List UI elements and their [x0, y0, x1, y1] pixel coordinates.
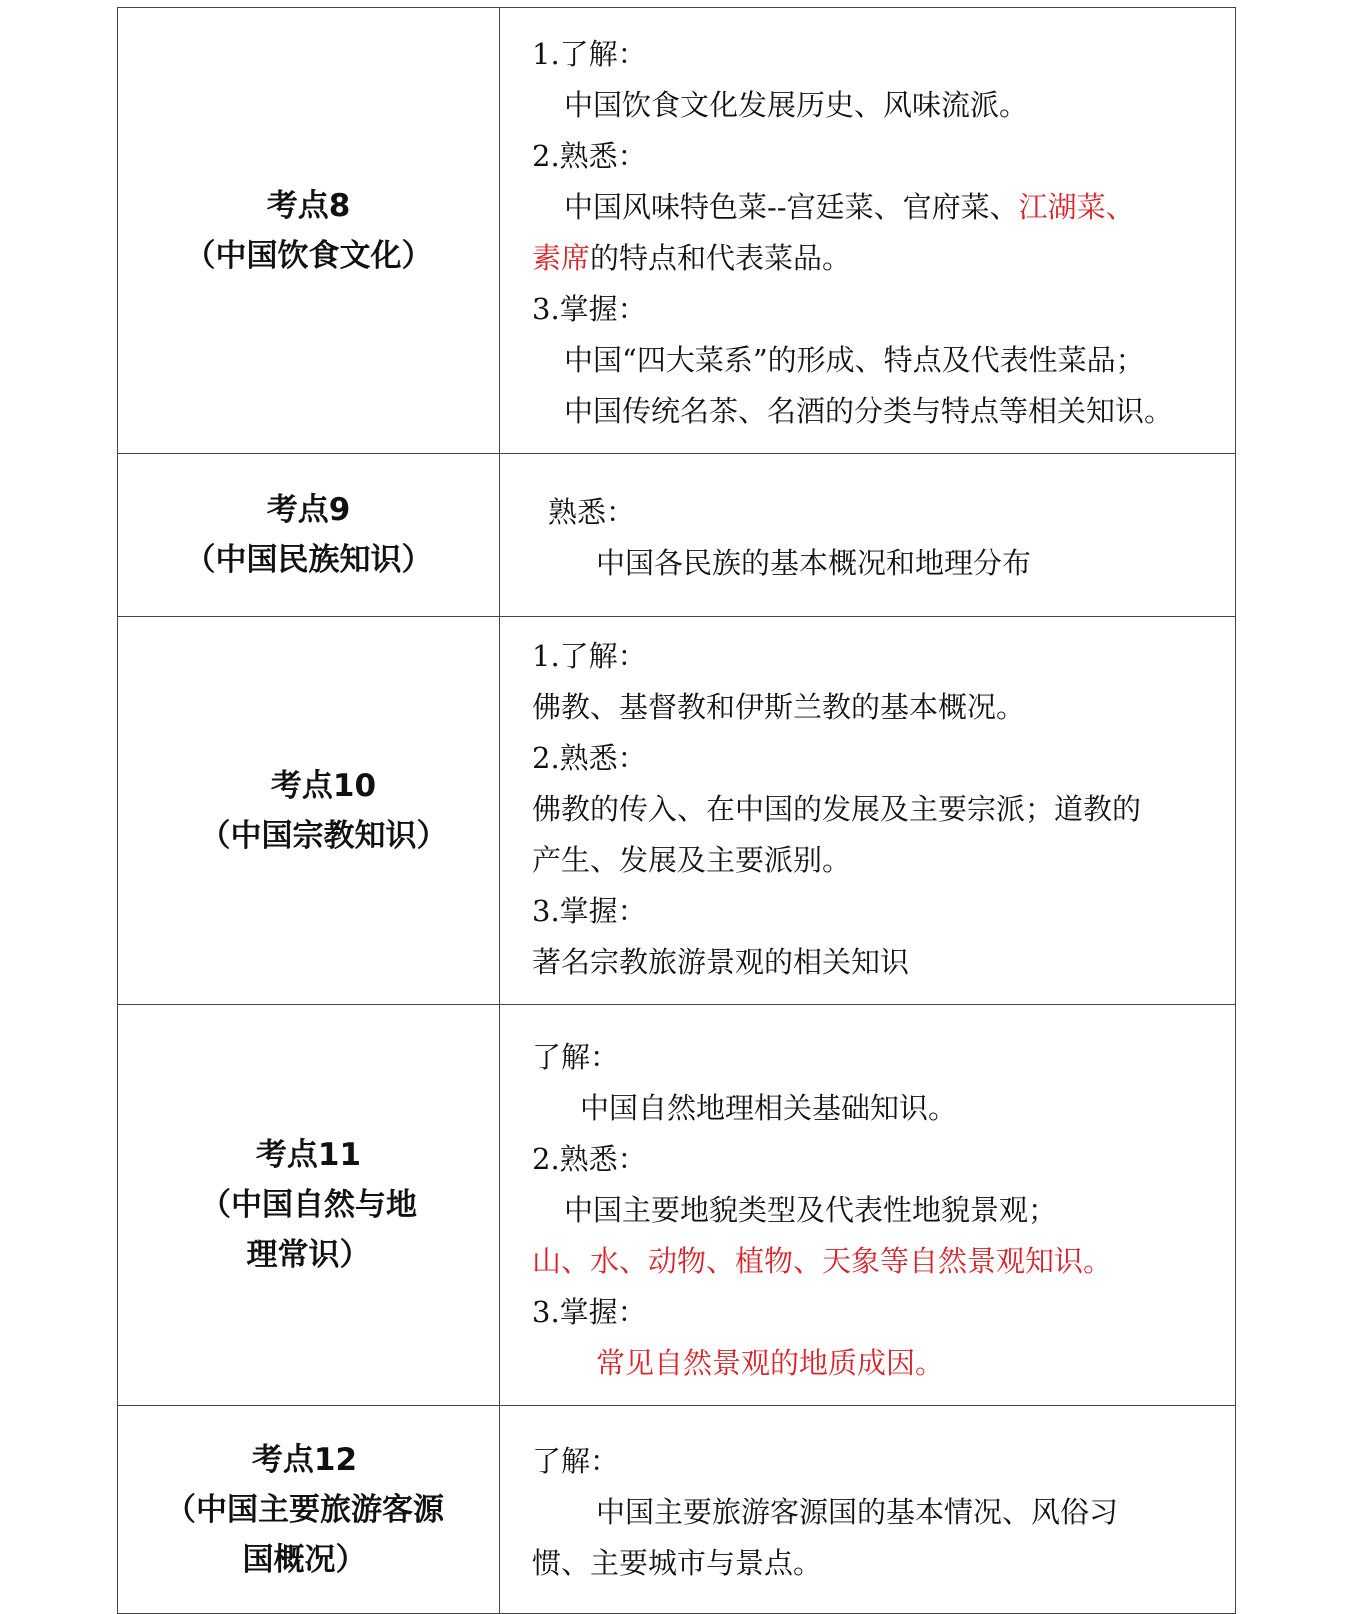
level-heading: 了解： — [532, 1444, 620, 1478]
exam-point-cell — [118, 1005, 500, 1406]
requirement-text: 著名宗教旅游景观的相关知识 — [532, 945, 910, 979]
table-row — [118, 454, 1236, 617]
level-heading: 3.掌握： — [532, 894, 647, 928]
exam-point-cell — [118, 617, 500, 1005]
table-row — [118, 8, 1236, 454]
requirement-text: 产生、发展及主要派别。 — [532, 843, 852, 877]
level-heading: 了解： — [532, 1040, 620, 1074]
exam-topic-label: 国概况） — [242, 1541, 367, 1578]
requirement-text: 中国主要地貌类型及代表性地貌景观； — [564, 1193, 1058, 1227]
requirement-text: 中国传统名茶、名酒的分类与特点等相关知识。 — [564, 394, 1174, 428]
highlighted-text: 山、水、动物、植物、天象等自然景观知识。 — [532, 1244, 1113, 1278]
requirement-text: 中国自然地理相关基础知识。 — [580, 1091, 958, 1125]
requirements-cell — [500, 454, 1236, 617]
exam-topic-label: （中国饮食文化） — [184, 237, 433, 274]
highlighted-text: 素席 — [532, 241, 591, 275]
exam-topic-label: （中国宗教知识） — [199, 817, 448, 854]
exam-point-label: 考点10 — [270, 767, 377, 804]
exam-point-label: 考点11 — [255, 1137, 362, 1173]
highlighted-text: 常见自然景观的地质成因。 — [596, 1346, 945, 1380]
requirements-cell — [500, 1005, 1236, 1406]
exam-topic-label: （中国自然与地 — [200, 1187, 417, 1223]
level-heading: 1.了解： — [532, 37, 647, 71]
requirement-text-part: 中国风味特色菜--宫廷菜、官府菜、 — [564, 190, 1019, 224]
requirement-text-part: 的特点和代表菜品。 — [590, 241, 852, 275]
requirement-text — [532, 233, 1215, 284]
requirement-text — [532, 182, 1215, 233]
highlighted-text: 江湖菜、 — [1018, 190, 1135, 224]
level-heading: 1.了解： — [532, 639, 647, 673]
requirements-cell — [500, 8, 1236, 454]
level-heading: 3.掌握： — [532, 1295, 647, 1329]
exam-point-label: 考点8 — [266, 187, 351, 224]
requirement-text: 中国各民族的基本概况和地理分布 — [596, 546, 1032, 580]
table-row — [118, 617, 1236, 1005]
level-heading: 熟悉： — [548, 495, 636, 529]
requirements-cell — [500, 1406, 1236, 1614]
level-heading: 2.熟悉： — [532, 139, 647, 173]
table-row — [118, 1406, 1236, 1614]
level-heading: 2.熟悉： — [532, 1142, 647, 1176]
requirement-text: 中国主要旅游客源国的基本情况、风俗习 — [596, 1495, 1119, 1529]
requirements-cell — [500, 617, 1236, 1005]
requirement-text: 中国饮食文化发展历史、风味流派。 — [564, 88, 1029, 122]
syllabus-table — [117, 7, 1236, 1614]
requirement-text: 中国“四大菜系”的形成、特点及代表性菜品； — [564, 343, 1145, 377]
exam-topic-label: （中国民族知识） — [184, 542, 433, 578]
requirement-text: 惯、主要城市与景点。 — [532, 1546, 823, 1580]
exam-point-cell — [118, 454, 500, 617]
level-heading: 2.熟悉： — [532, 741, 647, 775]
requirement-text: 佛教的传入、在中国的发展及主要宗派；道教的 — [532, 792, 1142, 826]
exam-point-cell — [118, 1406, 500, 1614]
table-row — [118, 1005, 1236, 1406]
exam-topic-label: 理常识） — [246, 1237, 371, 1273]
exam-point-label: 考点12 — [251, 1441, 358, 1478]
exam-point-cell — [118, 8, 500, 454]
level-heading: 3.掌握： — [532, 292, 647, 326]
exam-topic-label: （中国主要旅游客源 — [165, 1491, 444, 1528]
requirement-text: 佛教、基督教和伊斯兰教的基本概况。 — [532, 690, 1026, 724]
exam-point-label: 考点9 — [266, 492, 351, 528]
